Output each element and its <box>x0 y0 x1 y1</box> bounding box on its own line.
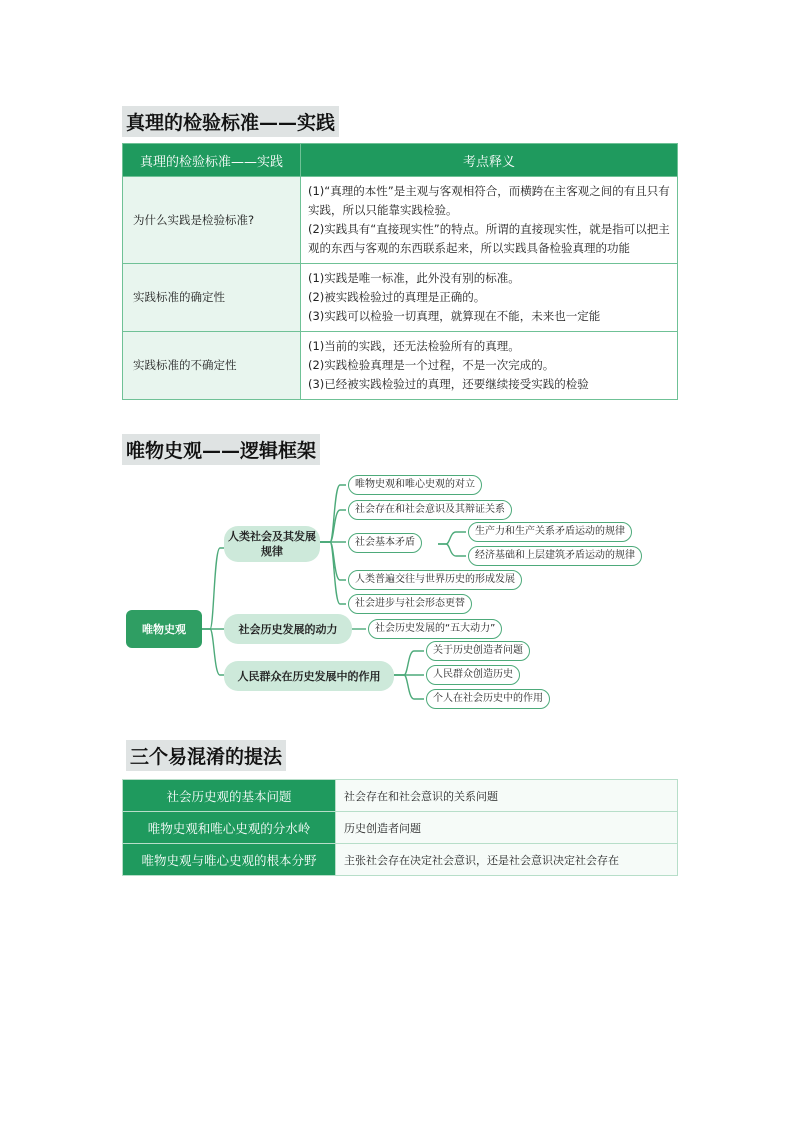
leaf-world-history: 人类普遍交往与世界历史的形成发展 <box>348 570 522 590</box>
row-answer <box>301 264 678 332</box>
row-answer <box>301 177 678 264</box>
connector-root-branch3 <box>202 629 224 675</box>
row-question: 实践标准的确定性 <box>123 264 301 332</box>
table-row <box>123 812 678 844</box>
answer-line: (1)当前的实践，还无法检验所有的真理。 <box>308 339 520 353</box>
answer-line: (2)被实践检验过的真理是正确的。 <box>308 290 486 304</box>
section-title-truth-criterion: 真理的检验标准——实践 <box>122 106 339 137</box>
leaf-economic-base-law: 经济基础和上层建筑矛盾运动的规律 <box>468 546 642 566</box>
table-row <box>123 264 678 332</box>
table-row <box>123 780 678 812</box>
leaf-productive-forces-law: 生产力和生产关系矛盾运动的规律 <box>468 522 632 542</box>
mindmap-root-node: 唯物史观 <box>126 610 202 648</box>
term-value: 主张社会存在决定社会意识，还是社会意识决定社会存在 <box>336 844 678 876</box>
table-header-row <box>123 144 678 177</box>
leaf-basic-contradiction: 社会基本矛盾 <box>348 533 422 553</box>
term-key: 社会历史观的基本问题 <box>123 780 336 812</box>
branch-masses-role: 人民群众在历史发展中的作用 <box>224 661 394 691</box>
term-value: 历史创造者问题 <box>336 812 678 844</box>
leaf-individual-role: 个人在社会历史中的作用 <box>426 689 550 709</box>
answer-line: (3)实践可以检验一切真理，就算现在不能，未来也一定能 <box>308 309 601 323</box>
leaf-masses-create-history: 人民群众创造历史 <box>426 665 520 685</box>
table-row <box>123 177 678 264</box>
answer-line: (3)已经被实践检验过的真理，还要继续接受实践的检验 <box>308 377 589 391</box>
row-question: 为什么实践是检验标准? <box>123 177 301 264</box>
table-header-explanation: 考点释义 <box>301 144 678 177</box>
section-title-confusing-terms: 三个易混淆的提法 <box>126 740 286 771</box>
leaf-five-drivers: 社会历史发展的“五大动力” <box>368 619 502 639</box>
term-key: 唯物史观和唯心史观的分水岭 <box>123 812 336 844</box>
leaf-materialism-vs-idealism: 唯物史观和唯心史观的对立 <box>348 475 482 495</box>
row-answer <box>301 332 678 400</box>
term-key: 唯物史观与唯心史观的根本分野 <box>123 844 336 876</box>
confusing-terms-table <box>122 779 678 876</box>
table-row <box>123 844 678 876</box>
leaf-history-creator: 关于历史创造者问题 <box>426 641 530 661</box>
connector-root-branch1 <box>202 548 224 629</box>
answer-line: (2)实践检验真理是一个过程，不是一次完成的。 <box>308 358 555 372</box>
answer-line: (1)“真理的本性”是主观与客观相符合，而横跨在主客观之间的有且只有实践，所以只能靠实践检验。 <box>308 184 670 217</box>
branch-history-dynamics: 社会历史发展的动力 <box>224 614 352 644</box>
table-row <box>123 332 678 400</box>
truth-criterion-table <box>122 143 678 400</box>
leaf-social-being-consciousness: 社会存在和社会意识及其辩证关系 <box>348 500 512 520</box>
term-value: 社会存在和社会意识的关系问题 <box>336 780 678 812</box>
leaf-social-progress: 社会进步与社会形态更替 <box>348 594 472 614</box>
answer-line: (2)实践具有“直接现实性”的特点。所谓的直接现实性，就是指可以把主观的东西与客观的东西联系起来，所以实践具备检验真理的功能 <box>308 222 670 255</box>
table-header-topic: 真理的检验标准——实践 <box>123 144 301 177</box>
mindmap <box>120 470 680 720</box>
answer-line: (1)实践是唯一标准，此外没有别的标准。 <box>308 271 520 285</box>
row-question: 实践标准的不确定性 <box>123 332 301 400</box>
branch-society-development: 人类社会及其发展规律 <box>224 526 320 562</box>
section-title-mindmap: 唯物史观——逻辑框架 <box>122 434 320 465</box>
